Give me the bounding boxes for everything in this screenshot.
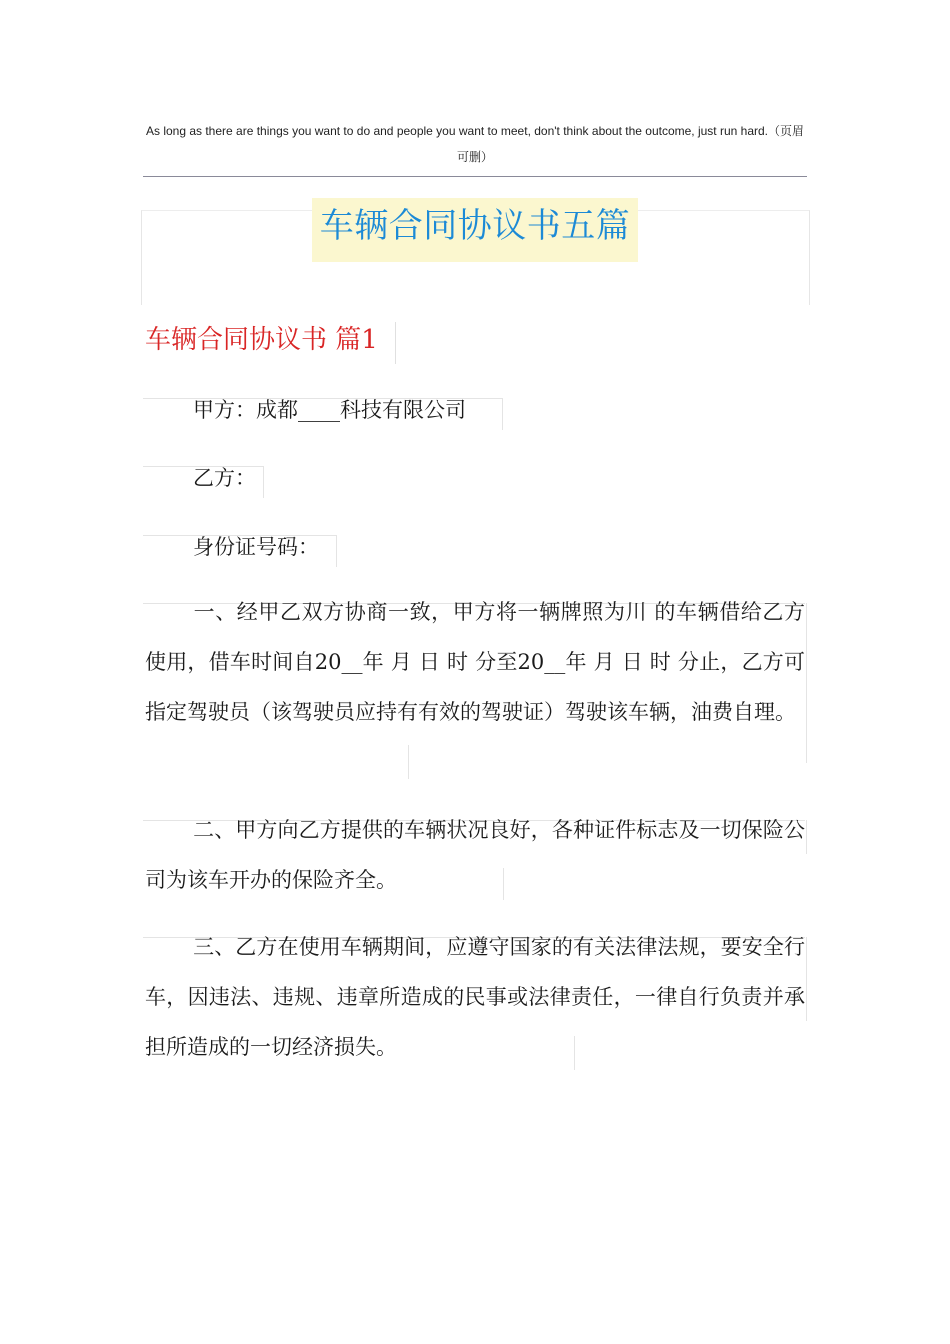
clause-1-text: 一、经甲乙双方协商一致，甲方将一辆牌照为川 的车辆借给乙方使用，借车时间自20__年 月 日 时 分至20__年 月 日 时 分止，乙方可指定驾驶员（该驾驶员应持有有效的驾驶证）驾驶该车辆，油费自理。 (145, 600, 805, 724)
clause-1 (145, 587, 805, 737)
header-divider (143, 176, 807, 177)
paragraph-guide (806, 820, 807, 854)
clause-3 (145, 922, 805, 1072)
document-title: 车辆合同协议书五篇 (312, 198, 638, 262)
section-title-guide (395, 322, 396, 364)
paragraph-guide (806, 603, 807, 763)
header-text: As long as there are things you want to do and people you want to meet, don't think about the outcome, just run hard.（页眉可删） (145, 124, 805, 164)
party-b-line (145, 453, 805, 503)
party-a-text: 甲方：成都____科技有限公司 (193, 398, 466, 422)
clause-2 (145, 805, 805, 905)
paragraph-guide (806, 937, 807, 1021)
id-number-line (145, 522, 805, 572)
party-b-text: 乙方： (193, 466, 256, 490)
section-title: 车辆合同协议书 篇1 (145, 325, 378, 355)
paragraph-guide (408, 745, 409, 779)
id-number-text: 身份证号码： (193, 535, 319, 559)
clause-2-text: 二、甲方向乙方提供的车辆状况良好，各种证件标志及一切保险公司为该车开办的保险齐全。 (145, 818, 805, 892)
page-header (143, 118, 807, 170)
clause-3-text: 三、乙方在使用车辆期间，应遵守国家的有关法律法规，要安全行车，因违法、违规、违章所造成的民事或法律责任，一律自行负责并承担所造成的一切经济损失。 (145, 935, 805, 1059)
party-a-line (145, 385, 805, 435)
